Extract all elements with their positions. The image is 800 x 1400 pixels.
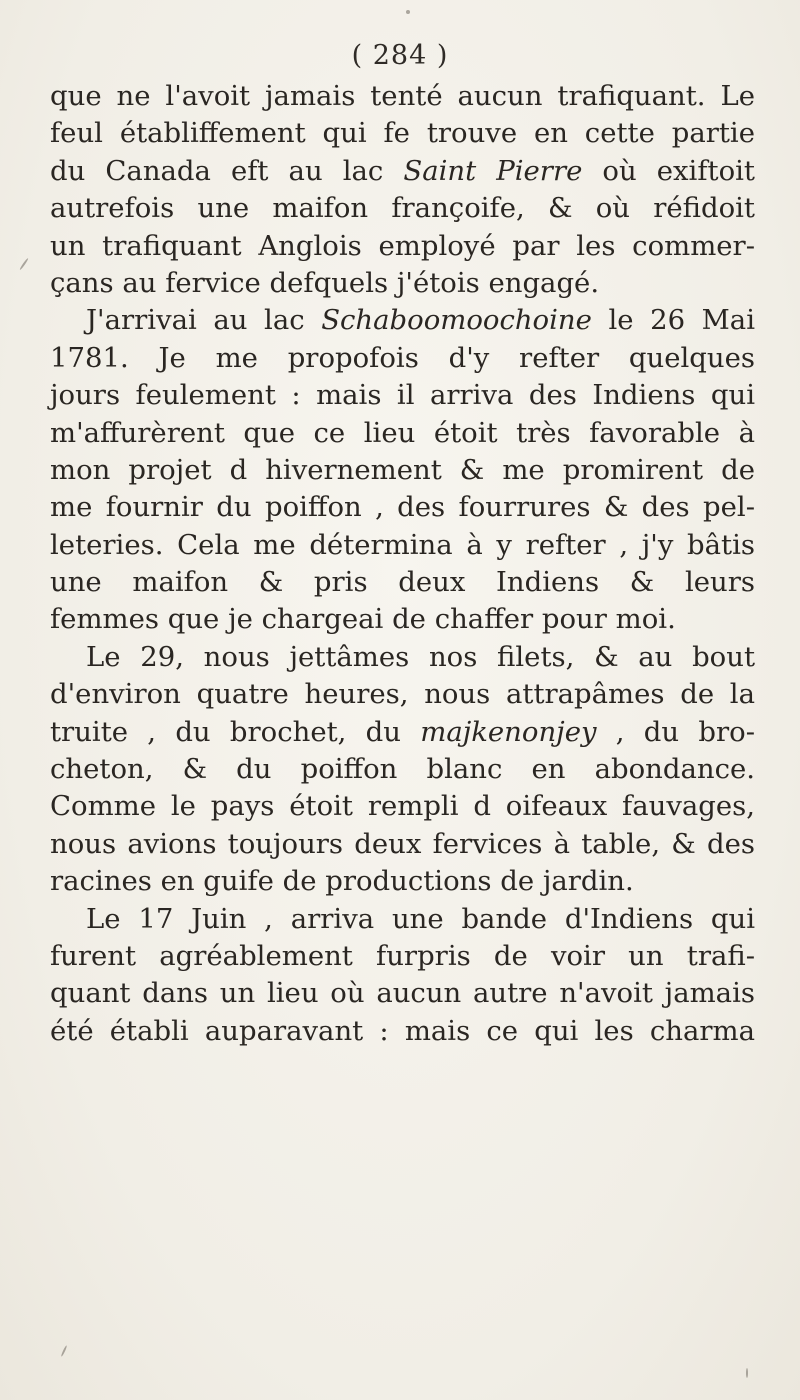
text-segment: furent agréablement furpris de voir un trafi- [50, 939, 755, 972]
text-segment: m'affurèrent que ce lieu étoit très favorable à [50, 416, 755, 449]
text-segment: jours feulement : mais il arriva des Indiens qui [50, 379, 755, 412]
text-segment: une maifon & pris deux Indiens & leurs [50, 566, 755, 599]
text-line [50, 78, 755, 115]
page-number: ( 284 ) [351, 40, 449, 71]
ink-speck [61, 1345, 68, 1357]
text-segment: le 26 Mai [591, 304, 755, 337]
text-segment: que ne l'avoit jamais tenté aucun trafiquant. Le [50, 80, 755, 112]
text-line [50, 190, 755, 227]
italic-text: Schaboomoochoine [321, 304, 592, 337]
text-line [50, 826, 755, 863]
text-segment: feul établiffement qui fe trouve en cette partie [50, 117, 755, 150]
text-line [50, 452, 755, 489]
italic-text: majkenonjey [420, 715, 597, 748]
text-line [50, 639, 755, 676]
text-segment: çans au fervice defquels j'étois engagé. [50, 266, 600, 299]
text-line [50, 115, 755, 152]
text-line [50, 153, 755, 190]
text-segment: un trafiquant Anglois employé par les commer- [50, 229, 755, 262]
text-segment: 1781. Je me propofois d'y refter quelques [50, 341, 755, 374]
text-segment: nous avions toujours deux fervices à table, & des [50, 827, 755, 860]
italic-text: Saint Pierre [403, 154, 583, 187]
text-segment: d'environ quatre heures, nous attrapâmes de la [50, 678, 755, 711]
text-segment: Le 29, nous jettâmes nos filets, & au bout [86, 640, 755, 673]
text-segment: où exiftoit [582, 154, 755, 187]
text-line [50, 938, 755, 975]
text-line [50, 751, 755, 788]
text-line [50, 863, 755, 900]
ink-speck [19, 258, 29, 271]
text-segment: racines en guife de productions de jardin. [50, 865, 634, 898]
text-line [50, 302, 755, 339]
text-segment: truite , du brochet, du [50, 715, 421, 748]
text-line [50, 564, 755, 601]
ink-speck [746, 1368, 748, 1378]
text-line [50, 1013, 755, 1050]
text-line [50, 489, 755, 526]
text-line [50, 676, 755, 713]
text-segment: quant dans un lieu où aucun autre n'avoit jamais [50, 977, 755, 1010]
text-line [50, 415, 755, 452]
text-segment: été établi auparavant : mais ce qui les charma [50, 1014, 755, 1047]
body-text [50, 78, 755, 1050]
text-line [50, 601, 755, 638]
text-line [50, 265, 755, 302]
text-segment: autrefois une maifon françoife, & où réfidoit [50, 192, 755, 225]
text-segment: mon projet d hivernement & me promirent de [50, 453, 755, 486]
ink-speck [406, 10, 410, 14]
text-segment: femmes que je chargeai de chaffer pour moi. [50, 603, 676, 636]
text-line [50, 975, 755, 1012]
text-segment: Comme le pays étoit rempli d oifeaux fauvages, [50, 790, 755, 823]
text-line [50, 228, 755, 265]
text-line [50, 340, 755, 377]
text-line [50, 714, 755, 751]
text-line [50, 901, 755, 938]
text-line [50, 527, 755, 564]
text-segment: , du bro- [596, 715, 755, 748]
text-segment: Le 17 Juin , arriva une bande d'Indiens qui [86, 902, 755, 935]
text-segment: du Canada eft au lac [50, 154, 404, 187]
text-segment: me fournir du poiffon , des fourrures & des pel- [50, 491, 755, 524]
text-segment: leteries. Cela me détermina à y refter , j'y bâtis [50, 528, 755, 561]
text-line [50, 788, 755, 825]
text-segment: J'arrivai au lac [86, 304, 322, 337]
text-segment: cheton, & du poiffon blanc en abondance. [50, 753, 755, 786]
text-line [50, 377, 755, 414]
